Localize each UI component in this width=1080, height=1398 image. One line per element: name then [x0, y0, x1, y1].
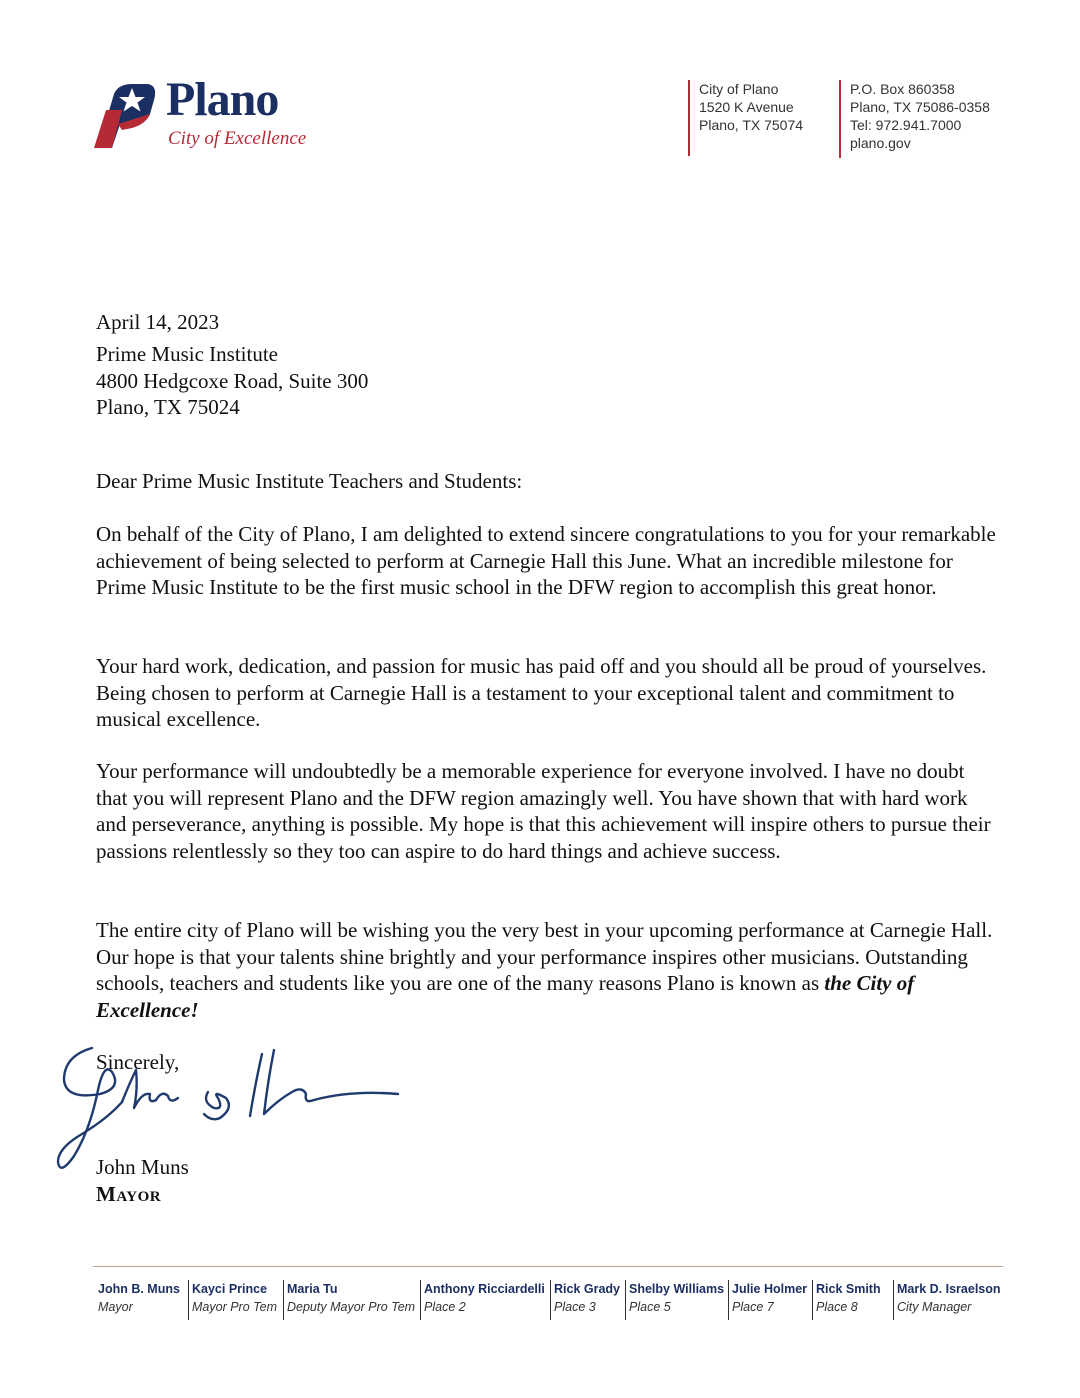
council-member — [188, 1280, 277, 1320]
body-paragraph: Your hard work, dedication, and passion for music has paid off and you should all be proud of yourselves. Being chosen to perform at Carnegie Hall is a testament to your exceptional talent and commitment to musical excellence. — [96, 654, 987, 731]
council-member-name: Kayci Prince — [192, 1282, 268, 1296]
phone-number: Tel: 972.941.7000 — [850, 117, 962, 133]
council-member-role: Place 5 — [629, 1300, 671, 1314]
letter-date: April 14, 2023 — [96, 310, 220, 334]
council-member-role: Place 2 — [424, 1300, 466, 1314]
council-member — [812, 1280, 881, 1320]
address-line: City of Plano — [699, 81, 779, 97]
council-member-name: Mark D. Israelson — [897, 1282, 1001, 1296]
council-member — [625, 1280, 724, 1320]
recipient-street: 4800 Hedgcoxe Road, Suite 300 — [96, 368, 369, 393]
closing-paragraph — [96, 917, 996, 1023]
city-motto: the City of Excellence! — [96, 971, 915, 1022]
address-line: 1520 K Avenue — [699, 99, 794, 115]
recipient-address — [96, 341, 996, 421]
council-member — [550, 1280, 620, 1320]
council-member-role: Place 7 — [732, 1300, 774, 1314]
council-member — [283, 1280, 415, 1320]
address-line: Plano, TX 75074 — [699, 117, 804, 133]
council-member-role: City Manager — [897, 1300, 972, 1314]
body-paragraph: On behalf of the City of Plano, I am delighted to extend sincere congratulations to you for your remarkable achievement of being selected to perform at Carnegie Hall this June. What an incredible milestone for Prime Music Institute to be the first music school in the DFW region to accomplish this great honor. — [96, 522, 996, 599]
plano-logo-icon — [92, 80, 158, 150]
council-member-role: Place 8 — [816, 1300, 858, 1314]
salutation: Dear Prime Music Institute Teachers and Students: — [96, 469, 523, 493]
signer-title: Mayor — [96, 1182, 162, 1206]
council-member-role: Mayor — [98, 1300, 133, 1314]
signer-name: John Muns — [96, 1155, 189, 1179]
council-member-name: Rick Smith — [816, 1282, 881, 1296]
council-member-name: John B. Muns — [98, 1282, 180, 1296]
council-member-name: Rick Grady — [554, 1282, 621, 1296]
council-member-name: Maria Tu — [287, 1282, 338, 1296]
footer-divider — [93, 1266, 1003, 1267]
body-paragraph: Your performance will undoubtedly be a memorable experience for everyone involved. I have no doubt that you will represent Plano and the DFW region amazingly well. You have shown that with hard work and perseverance, anything is possible. My hope is that this achievement will inspire others to pursue their passions relentlessly so they too can aspire to do hard things and achieve success. — [96, 759, 991, 863]
council-member — [893, 1280, 1001, 1320]
council-member-role: Place 3 — [554, 1300, 596, 1314]
city-logo — [92, 73, 322, 158]
closing-paragraph-text: The entire city of Plano will be wishing you the very best in your upcoming performance at Carnegie Hall. Our hope is that your talents shine brightly and your performance inspires other musicians. Outstanding schools, teachers and students like you are one of the many reasons Plano is known as — [96, 918, 993, 995]
council-member-role: Deputy Mayor Pro Tem — [287, 1300, 416, 1314]
city-hall-address — [688, 80, 803, 156]
po-box: P.O. Box 860358 — [850, 81, 955, 97]
council-member — [420, 1280, 545, 1320]
council-member — [728, 1280, 807, 1320]
council-member-name: Julie Holmer — [732, 1282, 808, 1296]
recipient-name: Prime Music Institute — [96, 342, 278, 366]
council-member-name: Shelby Williams — [629, 1282, 725, 1296]
mailing-address — [839, 80, 990, 158]
recipient-city: Plano, TX 75024 — [96, 395, 240, 419]
logo-wordmark: Plano — [166, 73, 279, 126]
council-member — [95, 1280, 180, 1320]
mailing-city: Plano, TX 75086-0358 — [850, 99, 990, 115]
logo-tagline: City of Excellence — [168, 128, 307, 149]
council-member-name: Anthony Ricciardelli — [424, 1282, 545, 1296]
closing: Sincerely, — [96, 1050, 180, 1074]
council-member-role: Mayor Pro Tem — [192, 1300, 277, 1314]
website: plano.gov — [850, 135, 911, 151]
